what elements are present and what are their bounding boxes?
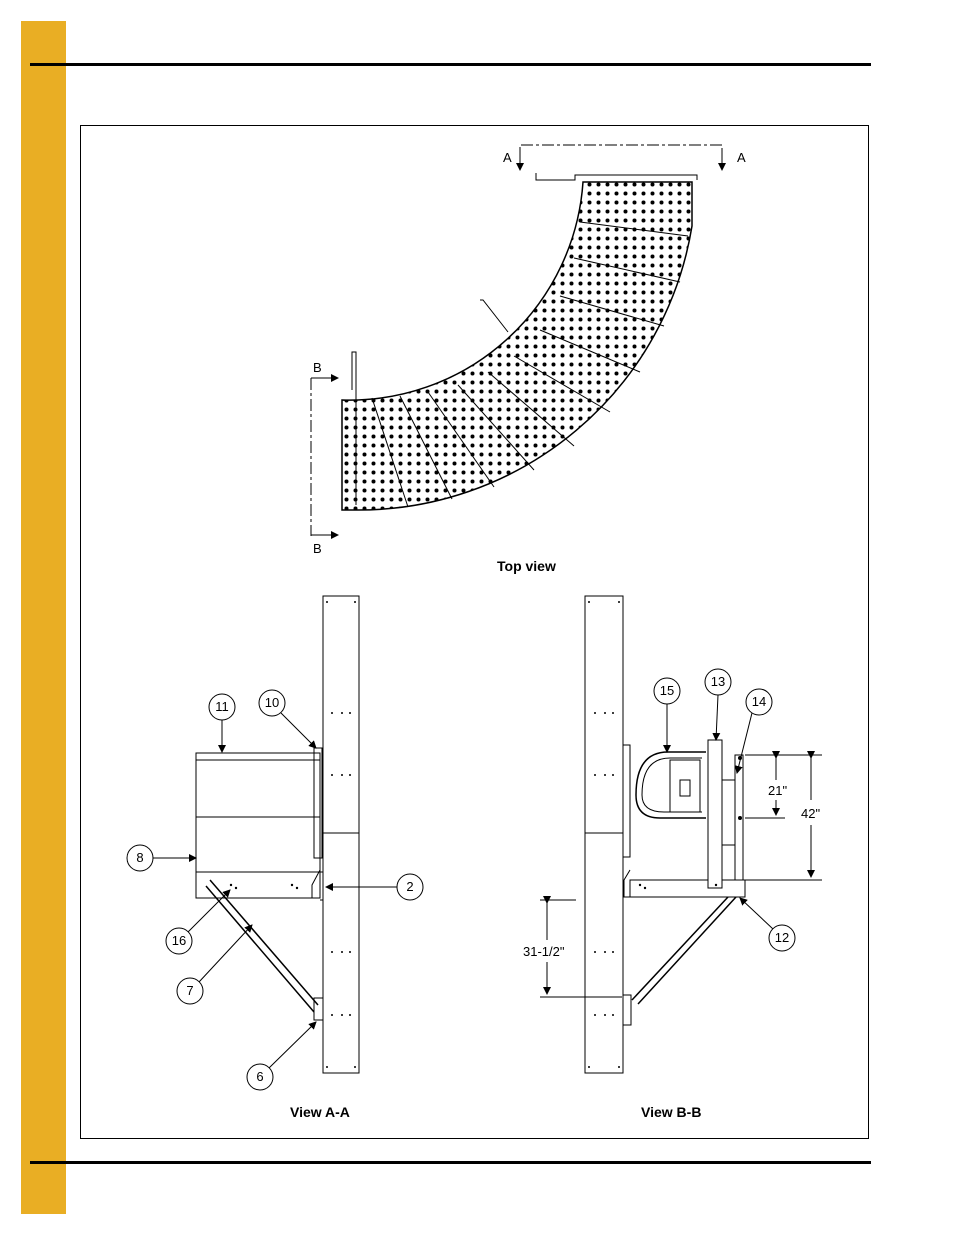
callout-15: 15 (659, 683, 675, 698)
callout-8: 8 (136, 850, 144, 865)
curved-walkway (342, 182, 692, 510)
view-aa (196, 596, 359, 1120)
callout-13: 13 (710, 674, 726, 689)
platform-frame (196, 753, 320, 898)
dimension-31-half: 31-1/2" (523, 944, 565, 959)
rail-column (323, 596, 359, 1073)
dimension-42: 42" (801, 806, 821, 821)
callout-14: 14 (751, 694, 767, 709)
callout-2: 2 (406, 879, 414, 894)
callout-6: 6 (256, 1069, 264, 1084)
view-aa-caption: View A-A (290, 1104, 350, 1120)
section-a-left: A (503, 150, 512, 165)
top-view-caption: Top view (497, 558, 556, 574)
rail-column (585, 596, 623, 1073)
callout-16: 16 (171, 933, 187, 948)
section-b-top: B (313, 360, 322, 375)
top-view (311, 145, 746, 574)
dimension-21: 21" (768, 783, 788, 798)
callout-12: 12 (774, 930, 790, 945)
callout-10: 10 (264, 695, 280, 710)
section-b-bottom: B (313, 541, 322, 556)
callout-11: 11 (215, 699, 229, 714)
section-a-right: A (737, 150, 746, 165)
callout-7: 7 (186, 983, 194, 998)
view-bb (540, 596, 822, 1120)
view-bb-caption: View B-B (641, 1104, 702, 1120)
